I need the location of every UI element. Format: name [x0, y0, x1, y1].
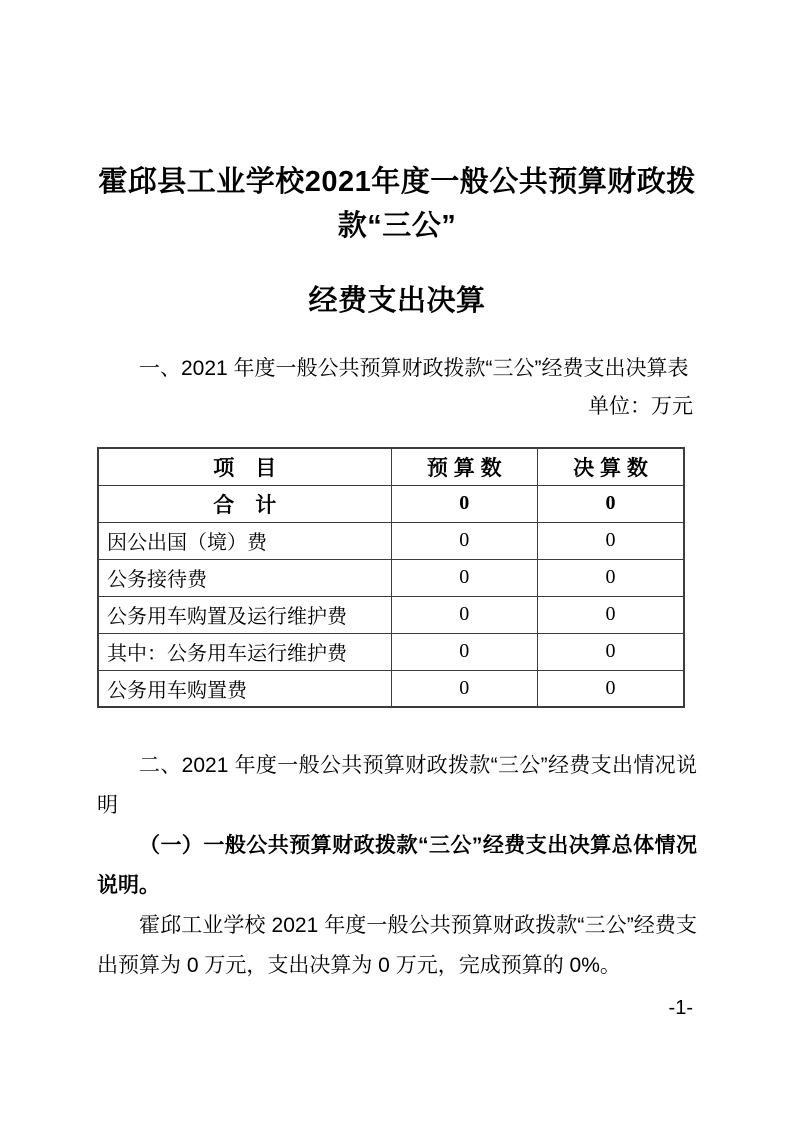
- row-budget-value: 0: [391, 485, 538, 522]
- page-number: -1-: [668, 997, 693, 1019]
- row-budget-value: 0: [391, 633, 538, 670]
- section1-heading: 一、2021 年度一般公共预算财政拨款“三公”经费支出决算表: [139, 357, 689, 380]
- row-budget-value: 0: [391, 596, 538, 633]
- row-final-value: 0: [538, 670, 685, 707]
- row-label: 其中：公务用车运行维护费: [98, 633, 391, 670]
- table-header-row: [98, 448, 684, 485]
- row-label: 合 计: [98, 485, 391, 522]
- row-budget-value: 0: [391, 559, 538, 596]
- unit-note: 单位：万元: [588, 395, 693, 418]
- table-row: [98, 485, 684, 522]
- row-final-value: 0: [538, 633, 685, 670]
- row-label: 因公出国（境）费: [98, 522, 391, 559]
- table-row: [98, 559, 684, 596]
- section2-heading: 二、2021 年度一般公共预算财政拨款“三公”经费支出情况说明: [97, 754, 697, 817]
- column-header-final: 决 算 数: [538, 448, 685, 485]
- table-row: [98, 633, 684, 670]
- row-budget-value: 0: [391, 522, 538, 559]
- budget-table-header: [98, 448, 684, 485]
- row-final-value: 0: [538, 485, 685, 522]
- budget-table: [97, 447, 685, 708]
- budget-table-body: [98, 485, 684, 707]
- row-budget-value: 0: [391, 670, 538, 707]
- row-final-value: 0: [538, 559, 685, 596]
- row-final-value: 0: [538, 596, 685, 633]
- document-title-line1: 霍邱县工业学校2021年度一般公共预算财政拨款“三公”: [98, 166, 696, 242]
- row-label: 公务用车购置及运行维护费: [98, 596, 391, 633]
- subsection-heading: （一）一般公共预算财政拨款“三公”经费支出决算总体情况说明。: [97, 834, 697, 897]
- column-header-item: 项 目: [98, 448, 391, 485]
- table-row: [98, 670, 684, 707]
- table-row: [98, 522, 684, 559]
- row-final-value: 0: [538, 522, 685, 559]
- document-title-line2: 经费支出决算: [308, 285, 486, 317]
- row-label: 公务接待费: [98, 559, 391, 596]
- table-row: [98, 596, 684, 633]
- column-header-budget: 预 算 数: [391, 448, 538, 485]
- row-label: 公务用车购置费: [98, 670, 391, 707]
- body-paragraph: 霍邱工业学校 2021 年度一般公共预算财政拨款“三公”经费支出预算为 0 万元，支出决算为 0 万元，完成预算的 0%。: [97, 914, 697, 977]
